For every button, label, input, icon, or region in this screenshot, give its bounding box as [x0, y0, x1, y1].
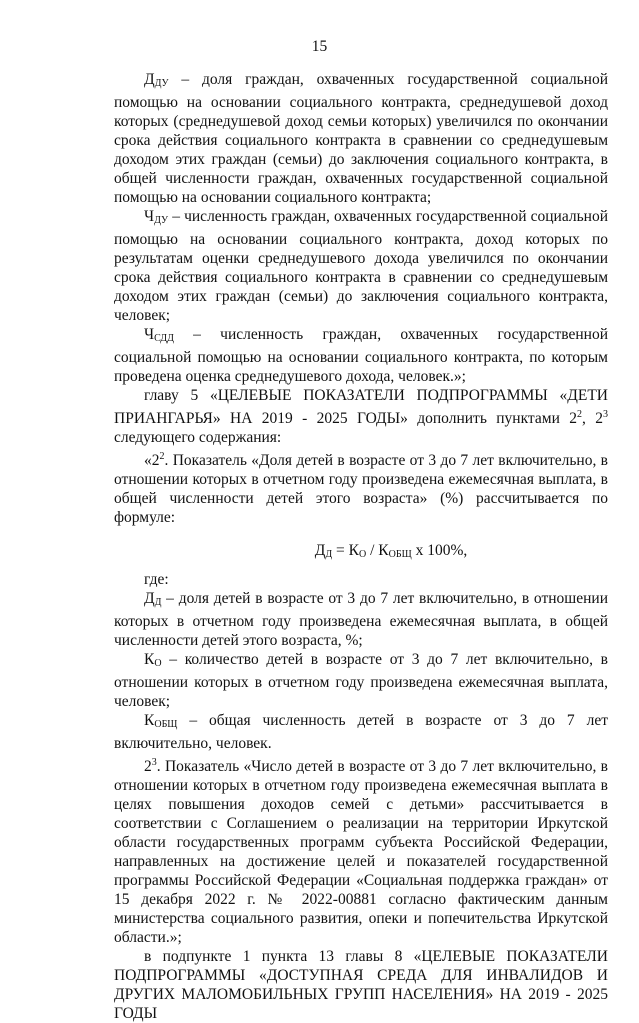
- symbol-subscript: Д: [154, 597, 162, 608]
- paragraph-chsdd: [114, 325, 608, 386]
- symbol-subscript: ДУ: [154, 215, 169, 226]
- formula-part: / К: [366, 542, 389, 559]
- formula-part: х 100%,: [411, 542, 468, 559]
- paragraph-indicator-2-3: [114, 753, 608, 947]
- symbol-subscript: СДД: [154, 333, 174, 344]
- formula-part: Д: [314, 542, 326, 559]
- paragraph-chdu: [114, 207, 608, 325]
- superscript: 2: [577, 409, 582, 420]
- paragraph-kobsch: [114, 711, 608, 753]
- paragraph-text: главу 5 «ЦЕЛЕВЫЕ ПОКАЗАТЕЛИ ПОДПРОГРАММЫ «ДЕТИ ПРИАНГАРЬЯ» НА 2019 - 2025 ГОДЫ» дополнить пунктами 2: [114, 387, 608, 427]
- symbol: Ч: [144, 208, 155, 225]
- formula-part: = К: [332, 542, 359, 559]
- symbol: К: [144, 712, 155, 729]
- paragraph-text: , 2: [582, 410, 603, 427]
- paragraph-ko: [114, 650, 608, 711]
- formula-subscript: ОБЩ: [388, 549, 412, 560]
- paragraph-text: – доля детей в возрасте от 3 до 7 лет включительно, в отношении которых в отчетном году произведена ежемесячная выплата, в общей численности детей этого возраста, %;: [114, 590, 608, 649]
- where-label: где:: [144, 571, 169, 588]
- paragraph-text: . Показатель «Число детей в возрасте от 3 до 7 лет включительно, в отношении которых в отчетном году произведена ежемесячная выплата в целях повышения доходов семей с детьми» рассчитывается в соответствии с Соглашением о реализации на территории Иркутской области государственных программ субъекта Российской Федерации, направленных на достижение целей и показателей государственной программы Российской Федерации «Социальная поддержка граждан» от 15 декабря 2022 г. № 2022-00881 согласно фактическим данным министерства социального развития, опеки и попечительства Иркутской области.»;: [114, 758, 608, 946]
- paragraph-text: – численность граждан, охваченных государственной социальной помощью на основании социального контракта, по которым проведена оценка среднедушевого дохода, человек.»;: [114, 326, 608, 385]
- symbol: Ч: [144, 326, 155, 343]
- paragraph-text: 2: [144, 758, 152, 775]
- symbol: Д: [144, 71, 155, 88]
- symbol: К: [144, 651, 155, 668]
- document-body: [114, 70, 608, 1023]
- paragraph-chapter5: [114, 386, 608, 447]
- symbol-subscript: ОБЩ: [154, 719, 178, 730]
- paragraph-indicator-2-2: [114, 447, 608, 527]
- symbol: Д: [144, 590, 155, 607]
- formula: [114, 541, 608, 564]
- page-number: 15: [311, 38, 328, 55]
- symbol-subscript: ДУ: [154, 78, 169, 89]
- formula-subscript: О: [359, 549, 367, 560]
- paragraph-dd: [114, 589, 608, 650]
- formula-subscript: Д: [325, 549, 333, 560]
- symbol-subscript: О: [154, 658, 162, 669]
- superscript: 2: [159, 451, 165, 462]
- paragraph-text: . Показатель «Доля детей в возрасте от 3 до 7 лет включительно, в отношении которых в отчетном году произведена ежемесячная выплата, в общей численности детей этого возраста» (%) рассчитывается по формуле:: [114, 452, 608, 526]
- superscript: 3: [603, 409, 608, 420]
- paragraph-text: – численность граждан, охваченных государственной социальной помощью на основании социального контракта, доход которых по результатам оценки среднедушевого дохода увеличился по окончании срока действия социального контракта в сравнении со среднедушевым доходом этих граждан (семьи) до заключения социального контракта, человек;: [114, 208, 608, 324]
- paragraph-text: – доля граждан, охваченных государственной социальной помощью на основании социального контракта, среднедушевой доход которых (среднедушевой доход семьи которых) увеличился по окончании срока действия социального контракта в сравнении со среднедушевым доходом этих граждан (семьи) до заключения социального контракта, в общей численности граждан, охваченных государственной социальной помощью на основании социального контракта;: [114, 71, 608, 206]
- paragraph-chapter8: в подпункте 1 пункта 13 главы 8 «ЦЕЛЕВЫЕ ПОКАЗАТЕЛИ ПОДПРОГРАММЫ «ДОСТУПНАЯ СРЕДА ДЛЯ ИНВАЛИДОВ И ДРУГИХ МАЛОМОБИЛЬНЫХ ГРУПП НАСЕЛЕНИЯ» НА 2019 - 2025 ГОДЫ: [114, 948, 608, 1022]
- paragraph-text: – количество детей в возрасте от 3 до 7 лет включительно, в отношении которых в отчетном году произведена ежемесячная выплата, человек;: [114, 651, 608, 710]
- paragraph-text: «2: [144, 452, 160, 469]
- paragraph-text: – общая численность детей в возрасте от 3 до 7 лет включительно, человек.: [114, 712, 608, 752]
- superscript: 3: [151, 757, 157, 768]
- paragraph-ddu: [114, 70, 608, 207]
- paragraph-text: следующего содержания:: [114, 429, 282, 446]
